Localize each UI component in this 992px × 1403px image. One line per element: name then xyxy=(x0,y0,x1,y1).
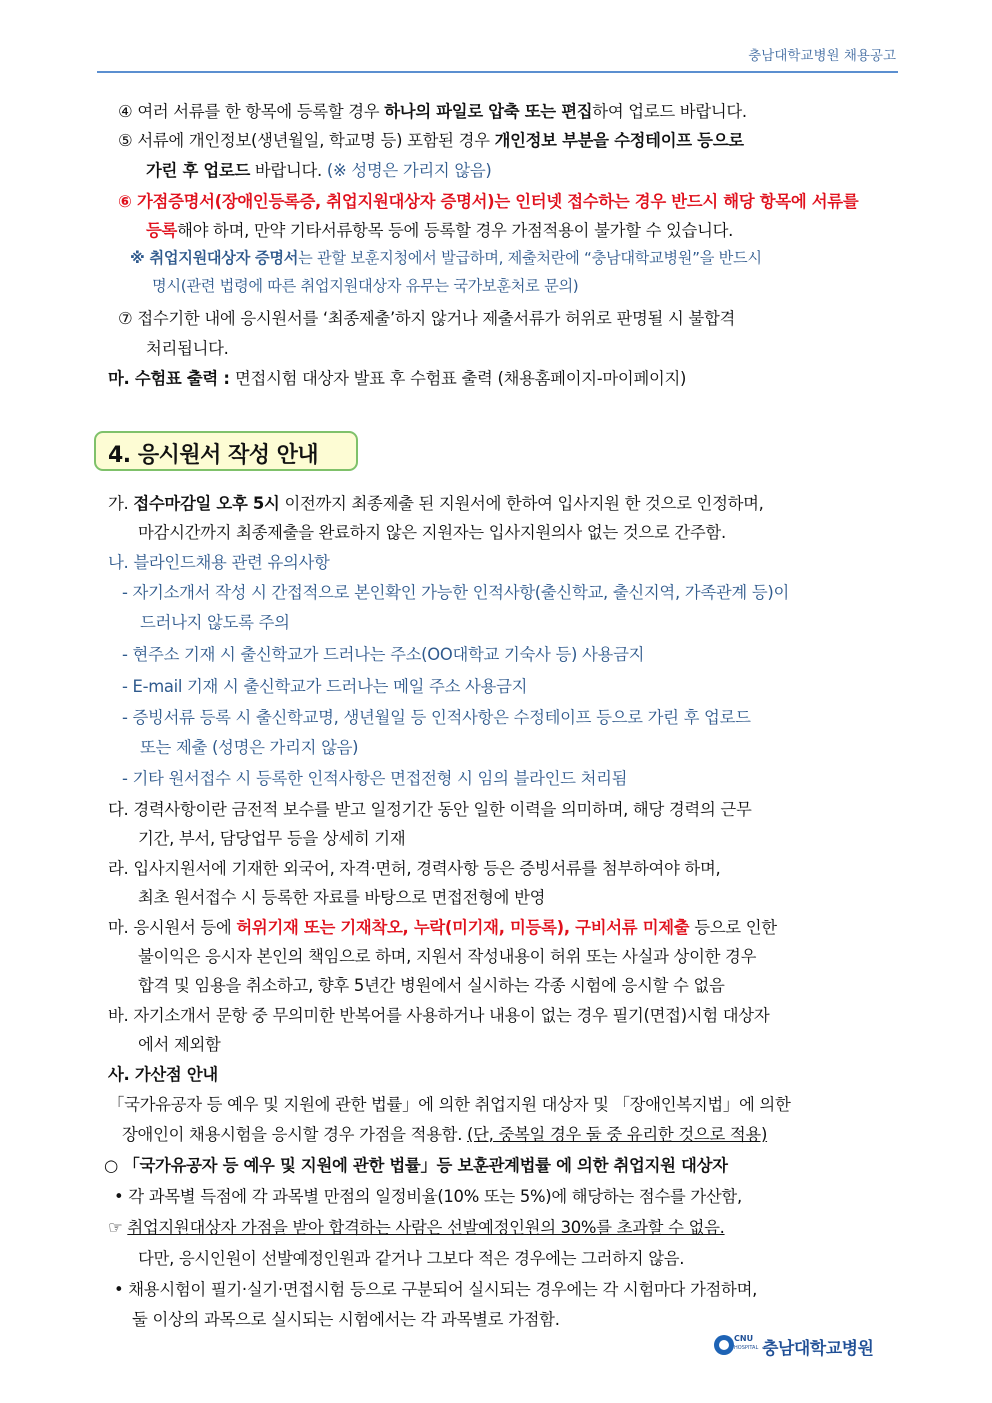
item-6-line-2 xyxy=(146,217,733,241)
note-line-2: 명시(관련 법령에 따른 취업지원대상자 유무는 국가보훈처로 문의) xyxy=(152,277,579,295)
ma-line-1 xyxy=(108,914,777,938)
item-5-text-d: 바랍니다. xyxy=(250,161,327,180)
item-7-number: ⑦ xyxy=(118,309,133,328)
ma-text-b: 허위기재 또는 기재착오, 누락(미기재, 미등록), 구비서류 미제출 xyxy=(236,918,690,937)
item-7 xyxy=(118,305,735,329)
sa-hand-text: 취업지원대상자 가점을 받아 합격하는 사람은 선발예정인원의 30%를 초과할 수 없음. xyxy=(127,1218,725,1237)
item-4-text-a: 여러 서류를 한 항목에 등록할 경우 xyxy=(137,102,385,121)
ga-label: 가. xyxy=(108,494,134,513)
na-bullet-2: - 현주소 기재 시 출신학교가 드러나는 주소(OO대학교 기숙사 등) 사용금지 xyxy=(122,645,645,664)
item-6-number: ⑥ xyxy=(118,192,132,211)
na-bullet-5: - 기타 원서접수 시 등록한 인적사항은 면접전형 시 임의 블라인드 처리됨 xyxy=(122,769,628,788)
note-line-1 xyxy=(130,247,762,268)
note-text-a: ※ 취업지원대상자 증명서 xyxy=(130,249,299,267)
item-6-text-b: 등록 xyxy=(146,221,178,240)
item-5-text-c: 가린 후 업로드 xyxy=(146,161,251,180)
sa-dot-item-2-line-2: 둘 이상의 과목으로 실시되는 시험에서는 각 과목별로 가점함. xyxy=(132,1310,560,1329)
sa-title: 사. 가산점 안내 xyxy=(108,1065,218,1084)
item-4-text-b: 하나의 파일로 압축 또는 편집 xyxy=(384,102,593,121)
item-7-text-a: 접수기한 내에 응시원서를 ‘최종제출’하지 않거나 제출서류가 허위로 판명될 시 불합격 xyxy=(137,309,736,328)
da-line-1: 다. 경력사항이란 금전적 보수를 받고 일정기간 동안 일한 이력을 의미하며, 해당 경력의 근무 xyxy=(108,800,752,819)
item-5-text-e: (※ 성명은 가리지 않음) xyxy=(326,161,492,180)
na-bullet-4: - 증빙서류 등록 시 출신학교명, 생년월일 등 인적사항은 수정테이프 등으로 가린 후 업로드 xyxy=(122,708,751,727)
item-5-line-2 xyxy=(146,157,492,181)
admission-ticket-label: 마. 수험표 출력 : xyxy=(108,369,236,388)
section-heading xyxy=(94,431,358,471)
item-5 xyxy=(118,127,744,151)
ba-line-1: 바. 자기소개서 문항 중 무의미한 반복어를 사용하거나 내용이 없는 경우 필기(면접)시험 대상자 xyxy=(108,1006,770,1025)
logo-hospital-en: HOSPITAL xyxy=(734,1345,759,1351)
item-4-number: ④ xyxy=(118,102,133,121)
ga-deadline: 접수마감일 오후 5시 xyxy=(133,494,280,513)
sa-dot-item-1: • 각 과목별 득점에 각 과목별 만점의 일정비율(10% 또는 5%)에 해당하는 점수를 가산함, xyxy=(114,1187,742,1206)
ga-line-2: 마감시간까지 최종제출을 완료하지 않은 지원자는 입사지원의사 없는 것으로 간주함. xyxy=(138,523,726,542)
na-title: 나. 블라인드채용 관련 유의사항 xyxy=(108,553,330,572)
ma-line-2: 불이익은 응시자 본인의 책임으로 하며, 지원서 작성내용이 허위 또는 사실과 상이한 경우 xyxy=(138,947,757,966)
na-bullet-1-line-2: 드러나지 않도록 주의 xyxy=(140,613,290,632)
admission-ticket-line xyxy=(108,365,686,389)
section-title: 4. 응시원서 작성 안내 xyxy=(108,443,319,468)
na-bullet-4-line-2: 또는 제출 (성명은 가리지 않음) xyxy=(140,738,359,757)
item-5-number: ⑤ xyxy=(118,131,133,150)
item-5-text-a: 서류에 개인정보(생년월일, 학교명 등) 포함된 경우 xyxy=(137,131,495,150)
ra-line-1: 라. 입사지원서에 기재한 외국어, 자격·면허, 경력사항 등은 증빙서류를 첨부하여야 하며, xyxy=(108,859,721,878)
ra-line-2: 최초 원서접수 시 등록한 자료를 바탕으로 면접전형에 반영 xyxy=(138,888,546,907)
item-4 xyxy=(118,98,747,122)
sa-hand-item-line-2: 다만, 응시인원이 선발예정인원과 같거나 그보다 적은 경우에는 그러하지 않음. xyxy=(138,1249,685,1268)
sa-paragraph-2-a: 장애인이 채용시험을 응시할 경우 가점을 적용함. xyxy=(122,1125,468,1144)
da-line-2: 기간, 부서, 담당업무 등을 상세히 기재 xyxy=(138,829,406,848)
header-divider xyxy=(97,71,898,73)
ga-line-1 xyxy=(108,490,764,514)
item-5-text-b: 개인정보 부분을 수정테이프 등으로 xyxy=(494,131,744,150)
item-4-text-c: 하여 업로드 바랍니다. xyxy=(592,102,747,121)
na-bullet-3: - E-mail 기재 시 출신학교가 드러나는 메일 주소 사용금지 xyxy=(122,677,528,696)
sa-paragraph-1: 「국가유공자 등 예우 및 지원에 관한 법률」에 의한 취업지원 대상자 및 「장애인복지법」에 의한 xyxy=(108,1095,791,1114)
header-title: 충남대학교병원 채용공고 xyxy=(748,48,896,64)
sa-circle-item: ○ 「국가유공자 등 예우 및 지원에 관한 법률」등 보훈관계법률 에 의한 취업지원 대상자 xyxy=(104,1156,728,1175)
note-text-b: 는 관할 보훈지청에서 발급하며, 제출처란에 “충남대학교병원”을 반드시 xyxy=(298,249,762,267)
item-6-text-a: 가점증명서(장애인등록증, 취업지원대상자 증명서)는 인터넷 접수하는 경우 반드시 해당 항목에 서류를 xyxy=(137,192,859,211)
sa-paragraph-2 xyxy=(122,1121,767,1145)
hospital-logo xyxy=(714,1334,898,1359)
item-7-line-2: 처리됩니다. xyxy=(146,339,229,358)
admission-ticket-text: 면접시험 대상자 발표 후 수험표 출력 (채용홈페이지-마이페이지) xyxy=(235,369,687,388)
sa-dot-item-2: • 채용시험이 필기·실기·면접시험 등으로 구분되어 실시되는 경우에는 각 시험마다 가점하며, xyxy=(114,1280,758,1299)
hand-pointer-icon: ☞ xyxy=(108,1218,128,1237)
sa-paragraph-2-b: (단, 중복일 경우 둘 중 유리한 것으로 적용) xyxy=(467,1125,768,1144)
ma-text-c: 등으로 인한 xyxy=(689,918,777,937)
item-6-text-c: 해야 하며, 만약 기타서류항목 등에 등록할 경우 가점적용이 불가할 수 있습니다. xyxy=(177,221,734,240)
ma-line-3: 합격 및 임용을 취소하고, 향후 5년간 병원에서 실시하는 각종 시험에 응시할 수 없음 xyxy=(138,976,725,995)
ga-text-b: 이전까지 최종제출 된 지원서에 한하여 입사지원 한 것으로 인정하며, xyxy=(279,494,764,513)
na-bullet-1: - 자기소개서 작성 시 간접적으로 본인확인 가능한 인적사항(출신학교, 출신지역, 가족관계 등)이 xyxy=(122,583,789,602)
item-6 xyxy=(118,188,858,212)
ma-text-a: 마. 응시원서 등에 xyxy=(108,918,237,937)
logo-cnu: CNU xyxy=(734,1334,754,1343)
ba-line-2: 에서 제외함 xyxy=(138,1035,221,1054)
logo-name: 충남대학교병원 xyxy=(762,1339,874,1359)
sa-hand-item xyxy=(108,1214,725,1238)
hospital-emblem-icon xyxy=(714,1335,734,1355)
